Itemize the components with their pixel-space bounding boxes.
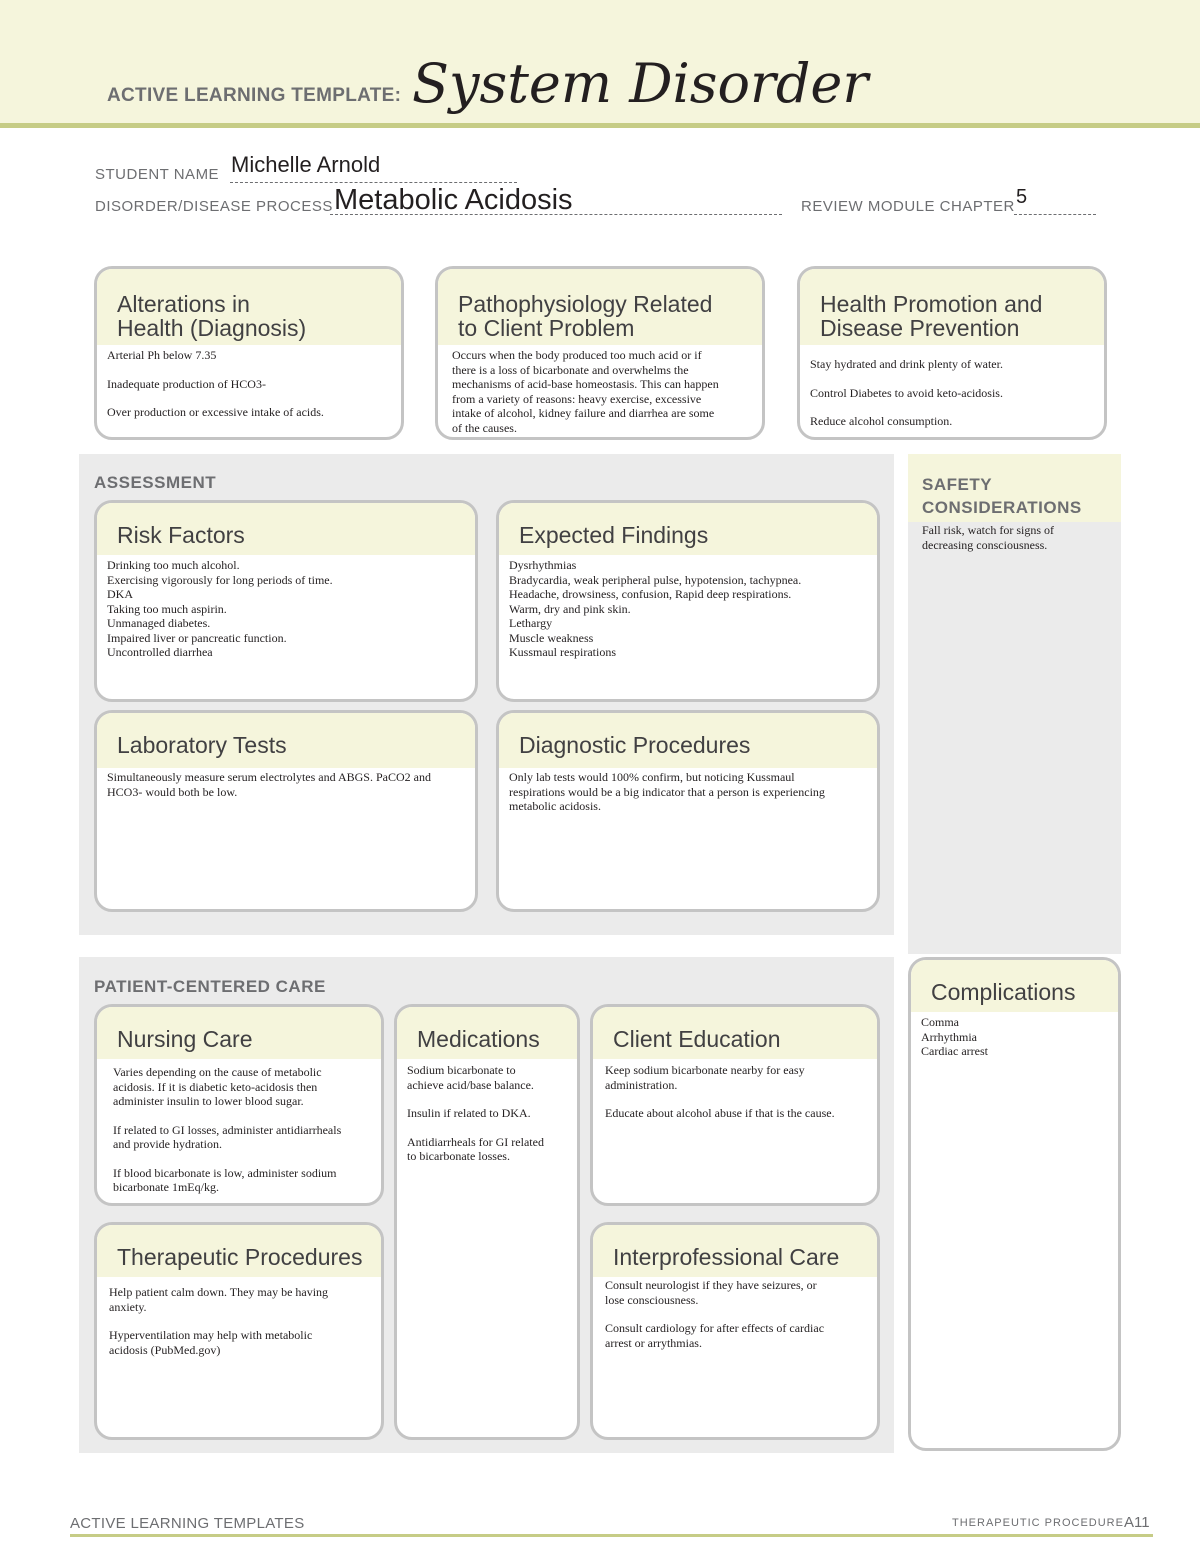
student-name-underline [230, 182, 517, 183]
interprofessional-line: lose consciousness. [605, 1292, 699, 1307]
nursing-care-line: If related to GI losses, administer antidiarrheals [113, 1122, 342, 1137]
risk-factor-item: DKA [107, 587, 133, 601]
interprofessional-line: Consult cardiology for after effects of cardiac [605, 1321, 825, 1335]
finding-item: Headache, drowsiness, confusion, Rapid deep respirations. [509, 587, 792, 601]
nursing-care-line: If blood bicarbonate is low, administer sodium [113, 1165, 337, 1180]
risk-factor-item: Drinking too much alcohol. [107, 558, 240, 572]
safety-line: decreasing consciousness. [922, 537, 1048, 552]
complication-item: Arrhythmia [921, 1029, 977, 1044]
laboratory-tests-body [97, 768, 475, 799]
nursing-care-paragraph [113, 1065, 371, 1109]
laboratory-tests-header [97, 713, 475, 768]
therapeutic-paragraph [109, 1285, 371, 1314]
diagnostic-procedures-box [496, 710, 880, 912]
nursing-care-header [97, 1007, 381, 1059]
pathophysiology-title-2: to Client Problem [458, 315, 635, 341]
complications-body [911, 1012, 1118, 1059]
safety-title-1: SAFETY [922, 475, 993, 494]
complications-header [911, 960, 1118, 1012]
alterations-line: Inadequate production of HCO3- [107, 376, 266, 391]
pathophysiology-line: there is a loss of bicarbonate and overwhelms the [452, 362, 689, 377]
nursing-care-line: acidosis. If it is diabetic keto-acidosis then [113, 1079, 318, 1094]
health-promotion-body [800, 345, 1104, 429]
medications-line: Antidiarrheals for GI related [407, 1134, 544, 1149]
chapter-field[interactable]: 5 [1016, 186, 1028, 208]
interprofessional-paragraph [605, 1321, 867, 1350]
nursing-care-title: Nursing Care [117, 1026, 253, 1052]
risk-factors-title: Risk Factors [117, 522, 245, 548]
diagnostic-line: metabolic acidosis. [509, 799, 601, 813]
nursing-care-line: bicarbonate 1mEq/kg. [113, 1180, 219, 1194]
risk-factor-item: Impaired liver or pancreatic function. [107, 630, 287, 645]
alterations-header [97, 269, 401, 345]
laboratory-tests-title: Laboratory Tests [117, 732, 287, 758]
risk-factors-header [97, 503, 475, 555]
pathophysiology-box [435, 266, 765, 440]
medications-paragraph [407, 1135, 567, 1164]
alterations-box [94, 266, 404, 440]
health-promotion-line: Stay hydrated and drink plenty of water. [810, 357, 1003, 371]
finding-item: Kussmaul respirations [509, 645, 616, 659]
therapeutic-procedures-title: Therapeutic Procedures [117, 1244, 363, 1270]
finding-item: Warm, dry and pink skin. [509, 601, 631, 616]
client-education-line: Educate about alcohol abuse if that is the cause. [605, 1106, 835, 1120]
template-prefix: ACTIVE LEARNING TEMPLATE: [107, 85, 402, 106]
footer-rule [70, 1534, 1153, 1537]
therapeutic-procedures-header [97, 1225, 381, 1277]
safety-title [922, 473, 1082, 519]
complications-box [908, 957, 1121, 1451]
interprofessional-care-box [590, 1222, 880, 1440]
alterations-title-1: Alterations in [117, 291, 250, 317]
medications-paragraph [407, 1063, 567, 1092]
student-name-label: STUDENT NAME [95, 166, 220, 183]
interprofessional-line: arrest or arrythmias. [605, 1335, 702, 1350]
expected-findings-header [499, 503, 877, 555]
health-promotion-title-1: Health Promotion and [820, 291, 1043, 317]
diagnostic-line: respirations would be a big indicator that a person is experiencing [509, 784, 825, 799]
client-education-box [590, 1004, 880, 1206]
medications-box [394, 1004, 580, 1440]
therapeutic-line: acidosis (PubMed.gov) [109, 1342, 221, 1357]
medications-body [397, 1059, 577, 1164]
finding-item: Bradycardia, weak peripheral pulse, hypotension, tachypnea. [509, 572, 802, 587]
safety-title-2: CONSIDERATIONS [922, 498, 1082, 517]
health-promotion-title-2: Disease Prevention [820, 315, 1020, 341]
footer-left-label: ACTIVE LEARNING TEMPLATES [70, 1515, 305, 1532]
therapeutic-paragraph [109, 1328, 371, 1357]
header-rule [0, 123, 1200, 128]
expected-findings-body [499, 555, 877, 660]
diagnostic-line: Only lab tests would 100% confirm, but noticing Kussmaul [509, 770, 795, 784]
medications-line: Insulin if related to DKA. [407, 1106, 531, 1120]
safety-body [912, 518, 1132, 552]
finding-item: Dysrhythmias [509, 558, 577, 572]
page-number: A11 [1124, 1514, 1150, 1531]
client-education-body [593, 1059, 877, 1121]
complication-item: Comma [921, 1015, 959, 1029]
health-promotion-box [797, 266, 1107, 440]
laboratory-tests-box [94, 710, 478, 912]
medications-line: achieve acid/base balance. [407, 1077, 534, 1092]
nursing-care-line: administer insulin to lower blood sugar. [113, 1094, 304, 1108]
client-education-line: administration. [605, 1077, 678, 1092]
risk-factor-item: Taking too much aspirin. [107, 601, 227, 616]
medications-title: Medications [417, 1026, 540, 1052]
pathophysiology-title-1: Pathophysiology Related [458, 291, 713, 317]
client-education-paragraph [605, 1106, 867, 1121]
risk-factors-box [94, 500, 478, 702]
medications-paragraph [407, 1106, 567, 1121]
pathophysiology-line: of the causes. [452, 420, 517, 435]
alterations-line: Arterial Ph below 7.35 [107, 348, 217, 362]
expected-findings-title: Expected Findings [519, 522, 709, 548]
chapter-underline [1014, 214, 1096, 215]
alterations-body [97, 345, 401, 420]
nursing-care-line: Varies depending on the cause of metabolic [113, 1065, 322, 1079]
medications-line: to bicarbonate losses. [407, 1149, 510, 1163]
nursing-care-paragraph [113, 1166, 371, 1195]
client-education-title: Client Education [613, 1026, 781, 1052]
disorder-label: DISORDER/DISEASE PROCESS [95, 198, 333, 215]
interprofessional-paragraph [605, 1278, 867, 1307]
interprofessional-care-title: Interprofessional Care [613, 1244, 840, 1270]
patient-care-title: PATIENT-CENTERED CARE [94, 977, 326, 996]
finding-item: Lethargy [509, 616, 553, 630]
medications-line: Sodium bicarbonate to [407, 1063, 516, 1077]
diagnostic-procedures-header [499, 713, 877, 768]
diagnostic-procedures-body [499, 768, 877, 814]
student-name-field[interactable]: Michelle Arnold [231, 152, 381, 177]
client-education-line: Keep sodium bicarbonate nearby for easy [605, 1063, 805, 1077]
lab-line: HCO3- would both be low. [107, 784, 238, 799]
health-promotion-header [800, 269, 1104, 345]
therapeutic-procedures-body [97, 1277, 381, 1357]
complication-item: Cardiac arrest [921, 1044, 988, 1058]
therapeutic-line: Hyperventilation may help with metabolic [109, 1328, 313, 1342]
pathophysiology-body [438, 345, 762, 435]
interprofessional-care-header [593, 1225, 877, 1277]
alterations-line: Over production or excessive intake of acids. [107, 405, 324, 419]
risk-factor-item: Uncontrolled diarrhea [107, 645, 213, 659]
nursing-care-body [97, 1059, 381, 1195]
pathophysiology-header [438, 269, 762, 345]
page-title: System Disorder [412, 52, 869, 115]
expected-findings-box [496, 500, 880, 702]
nursing-care-paragraph [113, 1123, 371, 1152]
risk-factors-body [97, 555, 475, 660]
therapeutic-line: anxiety. [109, 1299, 147, 1314]
assessment-title: ASSESSMENT [94, 473, 217, 492]
finding-item: Muscle weakness [509, 630, 594, 645]
nursing-care-box [94, 1004, 384, 1206]
pathophysiology-line: from a variety of reasons: heavy exercise, excessive [452, 391, 702, 406]
complications-title: Complications [931, 979, 1076, 1005]
nursing-care-line: and provide hydration. [113, 1137, 222, 1151]
interprofessional-line: Consult neurologist if they have seizures, or [605, 1278, 817, 1292]
therapeutic-procedures-box [94, 1222, 384, 1440]
risk-factor-item: Exercising vigorously for long periods of time. [107, 572, 333, 587]
interprofessional-care-body [593, 1277, 877, 1350]
health-promotion-line: Reduce alcohol consumption. [810, 414, 953, 428]
pathophysiology-line: intake of alcohol, kidney failure and diarrhea are some [452, 406, 715, 420]
lab-line: Simultaneously measure serum electrolytes and ABGS. PaCO2 and [107, 770, 431, 784]
diagnostic-procedures-title: Diagnostic Procedures [519, 732, 751, 758]
pathophysiology-line: Occurs when the body produced too much acid or if [452, 348, 702, 362]
health-promotion-line: Control Diabetes to avoid keto-acidosis. [810, 385, 1003, 400]
footer-right-label: THERAPEUTIC PROCEDURE [952, 1517, 1124, 1529]
risk-factor-item: Unmanaged diabetes. [107, 616, 211, 630]
client-education-paragraph [605, 1063, 867, 1092]
medications-header [397, 1007, 577, 1059]
client-education-header [593, 1007, 877, 1059]
disorder-field[interactable]: Metabolic Acidosis [334, 184, 573, 216]
pathophysiology-line: mechanisms of acid-base homeostasis. This can happen [452, 377, 719, 391]
chapter-label: REVIEW MODULE CHAPTER [801, 198, 1015, 215]
alterations-title-2: Health (Diagnosis) [117, 315, 307, 341]
therapeutic-line: Help patient calm down. They may be having [109, 1285, 329, 1299]
safety-line: Fall risk, watch for signs of [922, 523, 1054, 537]
